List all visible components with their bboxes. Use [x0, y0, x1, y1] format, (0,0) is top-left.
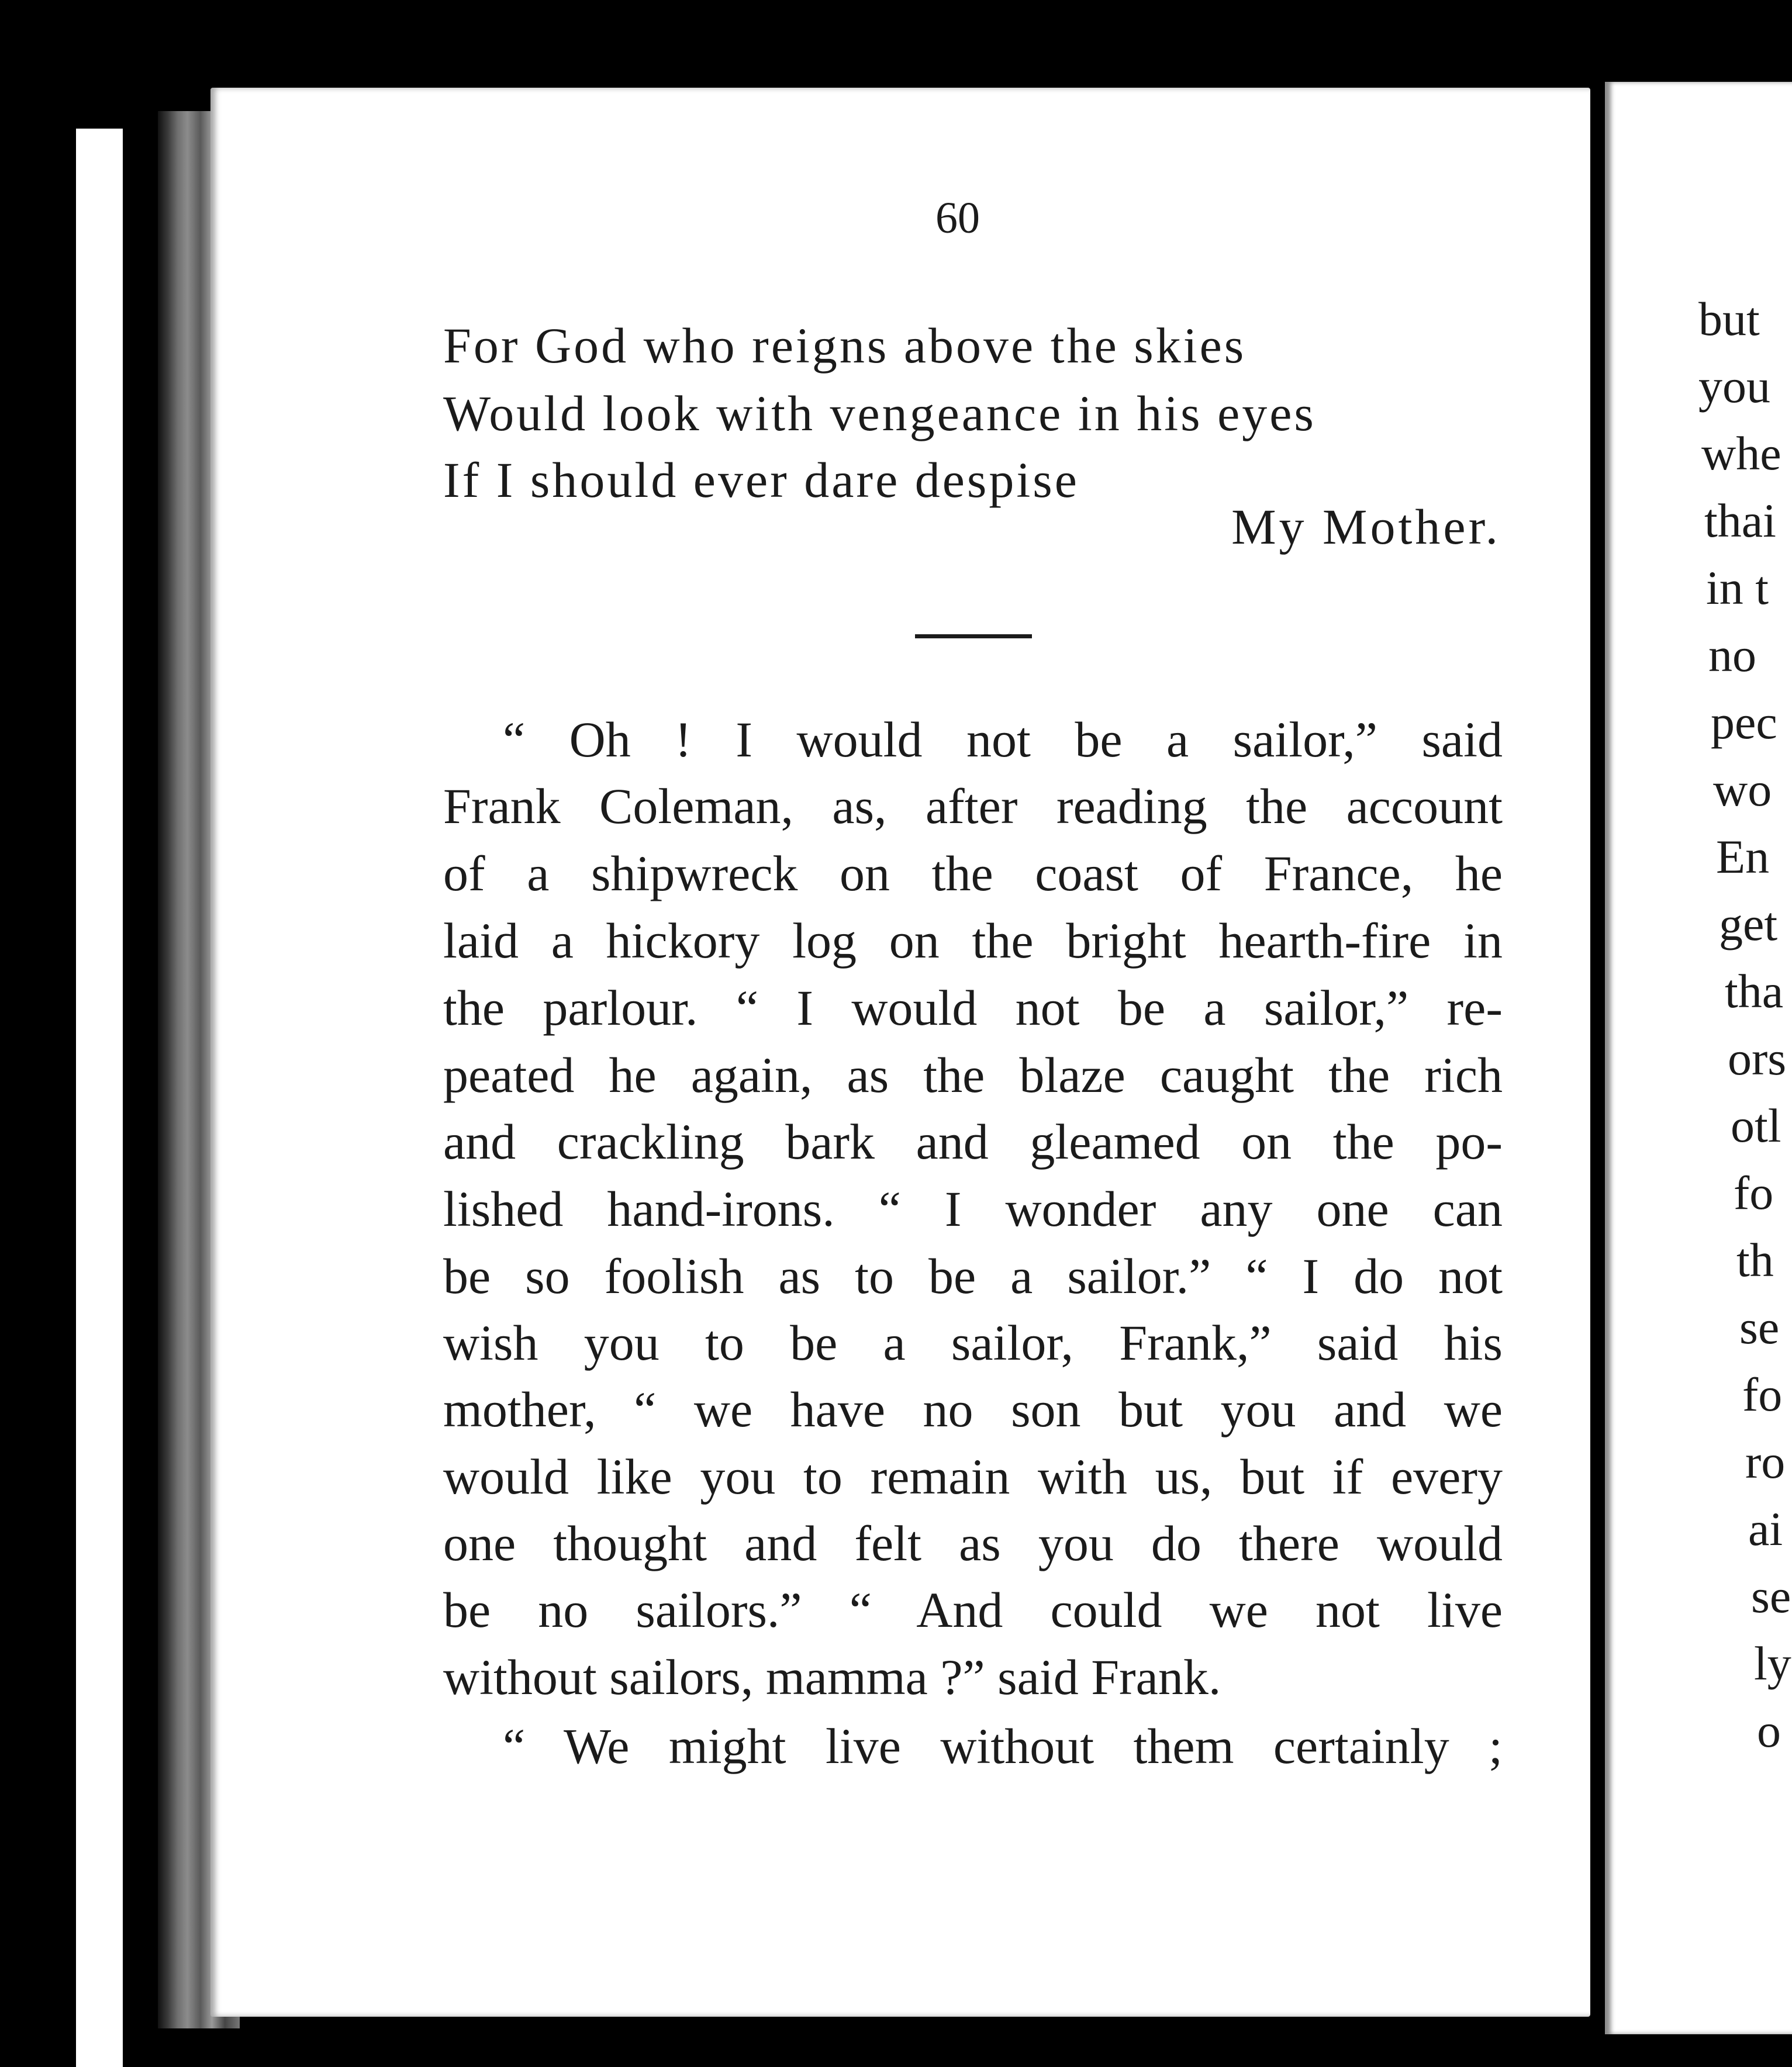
paragraph-line: one thought and felt as you do there would: [443, 1515, 1503, 1571]
right-page-fragment: se: [1739, 1301, 1780, 1354]
verse-line: Would look with vengeance in his eyes: [443, 385, 1316, 441]
right-page-fragment: se: [1751, 1570, 1791, 1623]
verse-signature: My Mother.: [1231, 499, 1501, 555]
right-page-fragment: whe: [1701, 427, 1781, 480]
verse-line: If I should ever dare despise: [443, 452, 1079, 508]
section-divider: [915, 634, 1032, 638]
right-page-fragment: get: [1719, 897, 1778, 950]
right-page-fragment: wo: [1713, 763, 1772, 816]
paragraph-line: the parlour. “ I would not be a sailor,” re-: [443, 980, 1503, 1036]
right-page-fragment: pec: [1711, 696, 1777, 749]
right-page-fragment: tha: [1725, 965, 1784, 1018]
right-page-fragment: otl: [1731, 1099, 1781, 1152]
right-page-fragment: En: [1716, 830, 1770, 883]
scan-white-border: [76, 129, 123, 2067]
paragraph-line: without sailors, mamma ?” said Frank.: [443, 1649, 1221, 1705]
right-page-fragment: you: [1698, 360, 1770, 413]
paragraph-line: Frank Coleman, as, after reading the account: [443, 778, 1503, 834]
paragraph-line: of a shipwreck on the coast of France, he: [443, 845, 1503, 901]
paragraph-line: mother, “ we have no son but you and we: [443, 1381, 1503, 1437]
right-page-fragment: fo: [1734, 1166, 1774, 1219]
verse-line: For God who reigns above the skies: [443, 317, 1247, 374]
paragraph-line: laid a hickory log on the bright hearth-fire in: [443, 912, 1503, 969]
right-page-fragment: ly: [1754, 1637, 1791, 1690]
right-page-fragment: in t: [1706, 561, 1769, 614]
right-page-fragment: o: [1757, 1704, 1781, 1757]
paragraph-line: and crackling bark and gleamed on the po-: [443, 1114, 1503, 1170]
right-page-fragment: ro: [1745, 1435, 1786, 1488]
right-page-fragment: thai: [1704, 494, 1776, 547]
paragraph-line: lished hand-irons. “ I wonder any one can: [443, 1181, 1503, 1237]
right-page-fragment: no: [1708, 628, 1756, 682]
right-page-fragment: but: [1698, 292, 1760, 345]
right-page-fragment: ors: [1728, 1032, 1787, 1085]
paragraph-line: be no sailors.” “ And could we not live: [443, 1582, 1503, 1638]
paragraph-line: would like you to remain with us, but if every: [443, 1449, 1503, 1505]
paragraph-line: be so foolish as to be a sailor.” “ I do not: [443, 1248, 1503, 1304]
paragraph-line: wish you to be a sailor, Frank,” said his: [443, 1315, 1503, 1371]
right-page-fragment: fo: [1742, 1368, 1783, 1421]
page-number: 60: [935, 193, 980, 243]
right-page-fragment: th: [1736, 1233, 1774, 1287]
paragraph-line: “ Oh ! I would not be a sailor,” said: [503, 711, 1503, 768]
paragraph-line: peated he again, as the blaze caught the rich: [443, 1047, 1503, 1103]
right-page-fragment: ai: [1748, 1502, 1783, 1556]
paragraph-line: “ We might live without them certainly ;: [503, 1718, 1503, 1774]
